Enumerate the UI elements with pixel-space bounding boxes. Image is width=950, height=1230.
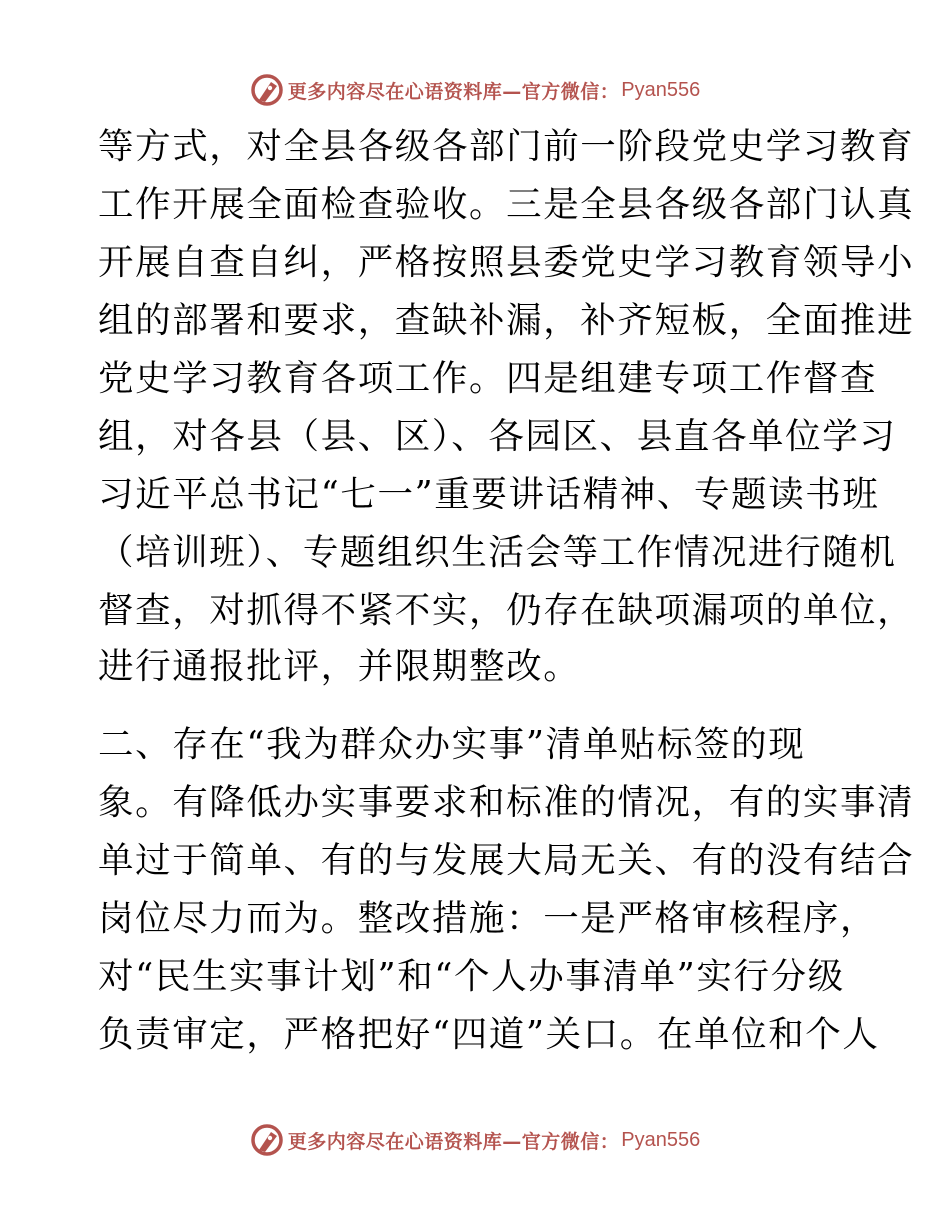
footer-banner-handle: Pyan556 [621, 1128, 701, 1151]
body-line: 组，对各县（县、区）、各园区、县直各单位学习 [98, 416, 897, 457]
body-line: 进行通报批评，并限期整改。 [98, 646, 581, 687]
footer-banner [0, 1120, 950, 1160]
body-line: 负责审定，严格把好“四道”关口。在单位和个人 [98, 1014, 880, 1055]
body-line: 督查，对抓得不紧不实，仍存在缺项漏项的单位， [98, 590, 915, 631]
pen-nib-logo-icon [250, 1123, 284, 1157]
body-line: 单过于简单、有的与发展大局无关、有的没有结合 [98, 840, 915, 881]
body-line: 对“民生实事计划”和“个人办事清单”实行分级 [98, 956, 845, 997]
footer-banner-text: 更多内容尽在心语资料库—官方微信： [287, 1130, 620, 1153]
body-line: 象。有降低办实事要求和标准的情况，有的实事清 [98, 782, 915, 823]
header-banner [0, 70, 950, 110]
pen-nib-logo-icon [250, 73, 284, 107]
body-line: 工作开展全面检查验收。三是全县各级各部门认真 [98, 184, 915, 225]
body-line: 岗位尽力而为。整改措施：一是严格审核程序， [98, 898, 878, 939]
body-line: 习近平总书记“七一”重要讲话精神、专题读书班 [98, 474, 880, 515]
body-line: 党史学习教育各项工作。四是组建专项工作督查 [98, 358, 878, 399]
header-banner-text: 更多内容尽在心语资料库—官方微信： [287, 80, 620, 103]
body-line: 开展自查自纠，严格按照县委党史学习教育领导小 [98, 242, 915, 283]
section-heading-line: 二、存在“我为群众办实事”清单贴标签的现 [98, 724, 806, 765]
body-line: 组的部署和要求，查缺补漏，补齐短板，全面推进 [98, 300, 915, 341]
body-line: 等方式，对全县各级各部门前一阶段党史学习教育 [98, 126, 915, 167]
body-line: （培训班）、专题组织生活会等工作情况进行随机 [98, 532, 897, 573]
header-banner-handle: Pyan556 [621, 78, 701, 101]
